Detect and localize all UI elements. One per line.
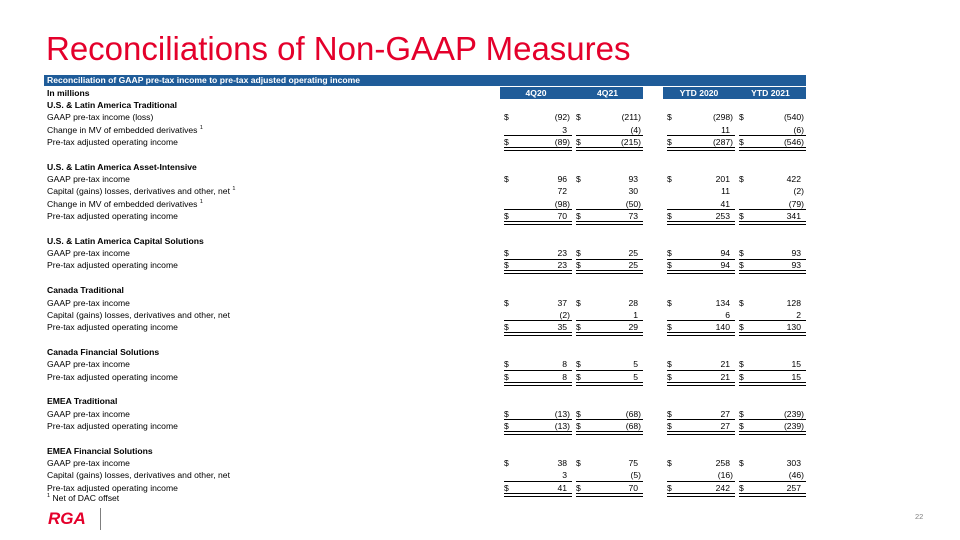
dollar-sign: $ xyxy=(739,211,744,222)
section-title xyxy=(47,445,153,457)
cell-ytd-2020: 140 xyxy=(715,322,730,333)
row-label-text: Pre-tax adjusted operating income xyxy=(47,371,178,382)
cell-4q21: 1 xyxy=(633,309,638,320)
cell-ytd-2021: 422 xyxy=(786,174,801,185)
double-underline-rule xyxy=(504,147,572,151)
dollar-sign: $ xyxy=(667,322,672,333)
cell-4q21: (215) xyxy=(620,137,641,148)
dollar-sign: $ xyxy=(576,112,581,123)
cell-ytd-2021: (79) xyxy=(788,198,804,209)
section-heading-row xyxy=(44,346,806,358)
row-label xyxy=(47,136,178,148)
cell-4q21: (68) xyxy=(625,420,641,431)
cell-ytd-2021: 15 xyxy=(791,359,801,370)
dollar-sign: $ xyxy=(667,260,672,271)
double-underline-rule xyxy=(576,270,643,274)
row-label xyxy=(47,173,130,185)
cell-4q20: 96 xyxy=(557,174,567,185)
table-banner: Reconciliation of GAAP pre-tax income to pre-tax adjusted operating income xyxy=(44,75,806,86)
row-label xyxy=(47,321,178,333)
dollar-sign: $ xyxy=(739,457,744,468)
double-underline-rule xyxy=(504,493,572,497)
cell-4q21: 5 xyxy=(633,371,638,382)
row-label-text: Pre-tax adjusted operating income xyxy=(47,260,178,271)
cell-ytd-2020: 27 xyxy=(720,420,730,431)
footnote xyxy=(47,493,119,503)
row-label-text: Pre-tax adjusted operating income xyxy=(47,482,178,493)
cell-ytd-2020: 41 xyxy=(720,198,730,209)
footnote-marker: 1 xyxy=(47,493,51,500)
row-label xyxy=(47,469,230,481)
dollar-sign: $ xyxy=(739,322,744,333)
dollar-sign: $ xyxy=(504,248,509,259)
double-underline-rule xyxy=(739,382,806,386)
row-label-text: Canada Financial Solutions xyxy=(47,346,160,357)
dollar-sign: $ xyxy=(504,260,509,271)
cell-ytd-2021: 130 xyxy=(786,322,801,333)
row-label-text: U.S. & Latin America Asset-Intensive xyxy=(47,161,197,172)
dollar-sign: $ xyxy=(576,482,581,493)
table-row xyxy=(44,185,806,197)
table-row xyxy=(44,198,806,210)
row-label xyxy=(47,482,178,494)
column-header-4q21: 4Q21 xyxy=(572,87,643,99)
logo-text: RGA xyxy=(48,509,86,527)
cell-ytd-2020: 21 xyxy=(720,371,730,382)
footnote-reference: 1 xyxy=(199,198,203,205)
double-underline-rule xyxy=(739,270,806,274)
dollar-sign: $ xyxy=(667,371,672,382)
row-label xyxy=(47,111,153,123)
row-label xyxy=(47,124,203,136)
cell-ytd-2021: 341 xyxy=(786,211,801,222)
cell-ytd-2020: 21 xyxy=(720,359,730,370)
row-label-text: Change in MV of embedded derivatives xyxy=(47,124,198,135)
column-header-ytd-2021: YTD 2021 xyxy=(735,87,806,99)
row-label-text: GAAP pre-tax income xyxy=(47,248,130,259)
row-label xyxy=(47,420,178,432)
row-label xyxy=(47,358,130,370)
cell-4q20: (92) xyxy=(554,112,570,123)
dollar-sign: $ xyxy=(576,137,581,148)
dollar-sign: $ xyxy=(739,420,744,431)
double-underline-rule xyxy=(504,431,572,435)
cell-4q21: 28 xyxy=(628,297,638,308)
row-label-text: Capital (gains) losses, derivatives and other, net xyxy=(47,309,230,320)
section-title xyxy=(47,284,124,296)
cell-4q20: 70 xyxy=(557,211,567,222)
dollar-sign: $ xyxy=(667,420,672,431)
cell-ytd-2021: 128 xyxy=(786,297,801,308)
row-label-text: GAAP pre-tax income xyxy=(47,297,130,308)
table-row xyxy=(44,173,806,185)
double-underline-rule xyxy=(504,270,572,274)
reconciliation-table xyxy=(44,75,806,494)
row-label-text: GAAP pre-tax income xyxy=(47,359,130,370)
row-label xyxy=(47,185,235,197)
cell-4q20: 8 xyxy=(562,359,567,370)
cell-ytd-2021: (46) xyxy=(788,470,804,481)
cell-4q20: 37 xyxy=(557,297,567,308)
total-row xyxy=(44,321,806,333)
total-row xyxy=(44,371,806,383)
cell-4q21: 5 xyxy=(633,359,638,370)
cell-4q21: (4) xyxy=(630,124,641,135)
table-row xyxy=(44,309,806,321)
dollar-sign: $ xyxy=(667,112,672,123)
row-label xyxy=(47,210,178,222)
dollar-sign: $ xyxy=(739,371,744,382)
row-label-text: GAAP pre-tax income (loss) xyxy=(47,112,154,123)
section-title xyxy=(47,235,204,247)
section-heading-row xyxy=(44,284,806,296)
cell-ytd-2021: (546) xyxy=(783,137,804,148)
cell-4q21: (50) xyxy=(625,198,641,209)
table-row xyxy=(44,247,806,259)
cell-4q20: 41 xyxy=(557,482,567,493)
dollar-sign: $ xyxy=(504,297,509,308)
section-heading-row xyxy=(44,99,806,111)
double-underline-rule xyxy=(739,147,806,151)
total-row xyxy=(44,210,806,222)
cell-ytd-2020: 201 xyxy=(715,174,730,185)
cell-4q21: 25 xyxy=(628,248,638,259)
row-label-text: U.S. & Latin America Capital Solutions xyxy=(47,235,204,246)
dollar-sign: $ xyxy=(504,359,509,370)
row-label-text: GAAP pre-tax income xyxy=(47,408,130,419)
dollar-sign: $ xyxy=(667,482,672,493)
footnote-reference: 1 xyxy=(199,124,203,131)
cell-ytd-2021: 15 xyxy=(791,371,801,382)
cell-ytd-2021: (239) xyxy=(783,420,804,431)
cell-4q20: (13) xyxy=(554,420,570,431)
table-row xyxy=(44,358,806,370)
double-underline-rule xyxy=(739,332,806,336)
total-row xyxy=(44,259,806,271)
row-label xyxy=(47,371,178,383)
cell-4q21: 75 xyxy=(628,457,638,468)
dollar-sign: $ xyxy=(504,371,509,382)
row-label xyxy=(47,457,130,469)
dollar-sign: $ xyxy=(576,359,581,370)
row-label-text: Pre-tax adjusted operating income xyxy=(47,211,178,222)
cell-4q20: 3 xyxy=(562,124,567,135)
double-underline-rule xyxy=(576,382,643,386)
cell-4q20: 23 xyxy=(557,260,567,271)
cell-4q20: (13) xyxy=(554,408,570,419)
dollar-sign: $ xyxy=(739,297,744,308)
dollar-sign: $ xyxy=(739,248,744,259)
row-label xyxy=(47,297,130,309)
row-label-text: Capital (gains) losses, derivatives and other, net xyxy=(47,186,230,197)
double-underline-rule xyxy=(504,332,572,336)
dollar-sign: $ xyxy=(504,482,509,493)
row-label xyxy=(47,309,230,321)
row-label-text: EMEA Financial Solutions xyxy=(47,445,153,456)
cell-ytd-2020: (298) xyxy=(712,112,733,123)
cell-ytd-2020: (16) xyxy=(717,470,733,481)
double-underline-rule xyxy=(667,270,735,274)
row-label xyxy=(47,247,130,259)
footnote-text: Net of DAC offset xyxy=(52,493,120,503)
dollar-sign: $ xyxy=(576,408,581,419)
cell-4q20: (98) xyxy=(554,198,570,209)
cell-ytd-2020: 134 xyxy=(715,297,730,308)
double-underline-rule xyxy=(576,221,643,225)
dollar-sign: $ xyxy=(576,371,581,382)
table-row xyxy=(44,408,806,420)
table-row xyxy=(44,124,806,136)
cell-4q21: 93 xyxy=(628,174,638,185)
dollar-sign: $ xyxy=(576,322,581,333)
cell-4q21: 70 xyxy=(628,482,638,493)
row-label-text: Pre-tax adjusted operating income xyxy=(47,420,178,431)
double-underline-rule xyxy=(504,382,572,386)
dollar-sign: $ xyxy=(667,359,672,370)
dollar-sign: $ xyxy=(576,297,581,308)
cell-4q20: (2) xyxy=(559,309,570,320)
cell-ytd-2020: 253 xyxy=(715,211,730,222)
cell-4q20: 8 xyxy=(562,371,567,382)
row-label-text: GAAP pre-tax income xyxy=(47,457,130,468)
dollar-sign: $ xyxy=(576,248,581,259)
dollar-sign: $ xyxy=(739,137,744,148)
cell-ytd-2021: 303 xyxy=(786,457,801,468)
cell-4q20: 72 xyxy=(557,186,567,197)
dollar-sign: $ xyxy=(667,248,672,259)
section-title xyxy=(47,161,197,173)
double-underline-rule xyxy=(667,493,735,497)
double-underline-rule xyxy=(667,431,735,435)
cell-4q21: (68) xyxy=(625,408,641,419)
cell-4q20: 35 xyxy=(557,322,567,333)
cell-ytd-2021: (6) xyxy=(793,124,804,135)
column-header-ytd-2020: YTD 2020 xyxy=(663,87,735,99)
cell-ytd-2020: 242 xyxy=(715,482,730,493)
logo-divider xyxy=(100,508,101,530)
cell-ytd-2021: 93 xyxy=(791,248,801,259)
section-heading-row xyxy=(44,395,806,407)
cell-ytd-2020: 11 xyxy=(721,186,730,197)
cell-ytd-2020: 94 xyxy=(720,248,730,259)
dollar-sign: $ xyxy=(504,112,509,123)
cell-ytd-2020: (287) xyxy=(712,137,733,148)
section-title xyxy=(47,346,159,358)
row-label xyxy=(47,408,130,420)
page-number: 22 xyxy=(915,512,924,521)
cell-ytd-2021: 257 xyxy=(786,482,801,493)
row-label-text: Pre-tax adjusted operating income xyxy=(47,137,178,148)
double-underline-rule xyxy=(667,382,735,386)
cell-ytd-2021: (2) xyxy=(793,186,804,197)
section-title xyxy=(47,99,177,111)
dollar-sign: $ xyxy=(739,359,744,370)
row-label-text: EMEA Traditional xyxy=(47,396,118,407)
cell-ytd-2021: (239) xyxy=(783,408,804,419)
dollar-sign: $ xyxy=(504,174,509,185)
double-underline-rule xyxy=(739,221,806,225)
column-header-4q20: 4Q20 xyxy=(500,87,572,99)
cell-4q21: (5) xyxy=(630,470,641,481)
cell-ytd-2020: 27 xyxy=(720,408,730,419)
cell-4q21: (211) xyxy=(621,112,641,123)
dollar-sign: $ xyxy=(739,112,744,123)
double-underline-rule xyxy=(667,332,735,336)
double-underline-rule xyxy=(576,332,643,336)
dollar-sign: $ xyxy=(576,174,581,185)
dollar-sign: $ xyxy=(504,408,509,419)
cell-ytd-2020: 6 xyxy=(725,309,730,320)
cell-4q21: 73 xyxy=(628,211,638,222)
dollar-sign: $ xyxy=(667,211,672,222)
double-underline-rule xyxy=(667,147,735,151)
row-label-text: Change in MV of embedded derivatives xyxy=(47,198,198,209)
dollar-sign: $ xyxy=(504,137,509,148)
dollar-sign: $ xyxy=(667,174,672,185)
dollar-sign: $ xyxy=(576,260,581,271)
double-underline-rule xyxy=(576,431,643,435)
row-label-text: U.S. & Latin America Traditional xyxy=(47,100,178,110)
table-row xyxy=(44,469,806,481)
cell-4q20: 23 xyxy=(557,248,567,259)
row-label-text: Canada Traditional xyxy=(47,285,124,296)
table-row xyxy=(44,111,806,123)
cell-4q21: 29 xyxy=(628,322,638,333)
row-label xyxy=(47,259,178,271)
dollar-sign: $ xyxy=(576,211,581,222)
dollar-sign: $ xyxy=(504,211,509,222)
double-underline-rule xyxy=(576,493,643,497)
row-label-text: GAAP pre-tax income xyxy=(47,174,130,185)
double-underline-rule xyxy=(504,221,572,225)
dollar-sign: $ xyxy=(504,322,509,333)
dollar-sign: $ xyxy=(739,260,744,271)
section-title xyxy=(47,395,117,407)
footnote-reference: 1 xyxy=(232,186,236,193)
dollar-sign: $ xyxy=(739,408,744,419)
cell-ytd-2021: (540) xyxy=(783,112,804,123)
cell-ytd-2021: 2 xyxy=(796,309,801,320)
total-row xyxy=(44,136,806,148)
row-label-text: Pre-tax adjusted operating income xyxy=(47,322,178,333)
dollar-sign: $ xyxy=(576,457,581,468)
dollar-sign: $ xyxy=(576,420,581,431)
row-label-text: Capital (gains) losses, derivatives and other, net xyxy=(47,470,230,481)
dollar-sign: $ xyxy=(504,457,509,468)
dollar-sign: $ xyxy=(739,482,744,493)
cell-4q20: 38 xyxy=(557,457,567,468)
cell-4q20: 3 xyxy=(562,470,567,481)
cell-4q21: 30 xyxy=(628,186,638,197)
double-underline-rule xyxy=(576,147,643,151)
double-underline-rule xyxy=(739,493,806,497)
dollar-sign: $ xyxy=(739,174,744,185)
section-heading-row xyxy=(44,445,806,457)
dollar-sign: $ xyxy=(504,420,509,431)
double-underline-rule xyxy=(739,431,806,435)
total-row xyxy=(44,482,806,494)
cell-ytd-2020: 11 xyxy=(721,124,730,135)
rga-logo xyxy=(48,509,90,527)
section-heading-row xyxy=(44,235,806,247)
table-body xyxy=(44,99,806,494)
dollar-sign: $ xyxy=(667,297,672,308)
dollar-sign: $ xyxy=(667,408,672,419)
table-row xyxy=(44,457,806,469)
cell-ytd-2020: 94 xyxy=(720,260,730,271)
page-title: Reconciliations of Non-GAAP Measures xyxy=(46,30,631,67)
double-underline-rule xyxy=(667,221,735,225)
cell-ytd-2021: 93 xyxy=(791,260,801,271)
units-label: In millions xyxy=(47,88,90,98)
cell-4q20: (89) xyxy=(554,137,570,148)
dollar-sign: $ xyxy=(667,457,672,468)
table-row xyxy=(44,297,806,309)
row-label xyxy=(47,198,203,210)
dollar-sign: $ xyxy=(667,137,672,148)
cell-ytd-2020: 258 xyxy=(715,457,730,468)
section-heading-row xyxy=(44,161,806,173)
table-header-row xyxy=(44,87,806,99)
cell-4q21: 25 xyxy=(628,260,638,271)
total-row xyxy=(44,420,806,432)
